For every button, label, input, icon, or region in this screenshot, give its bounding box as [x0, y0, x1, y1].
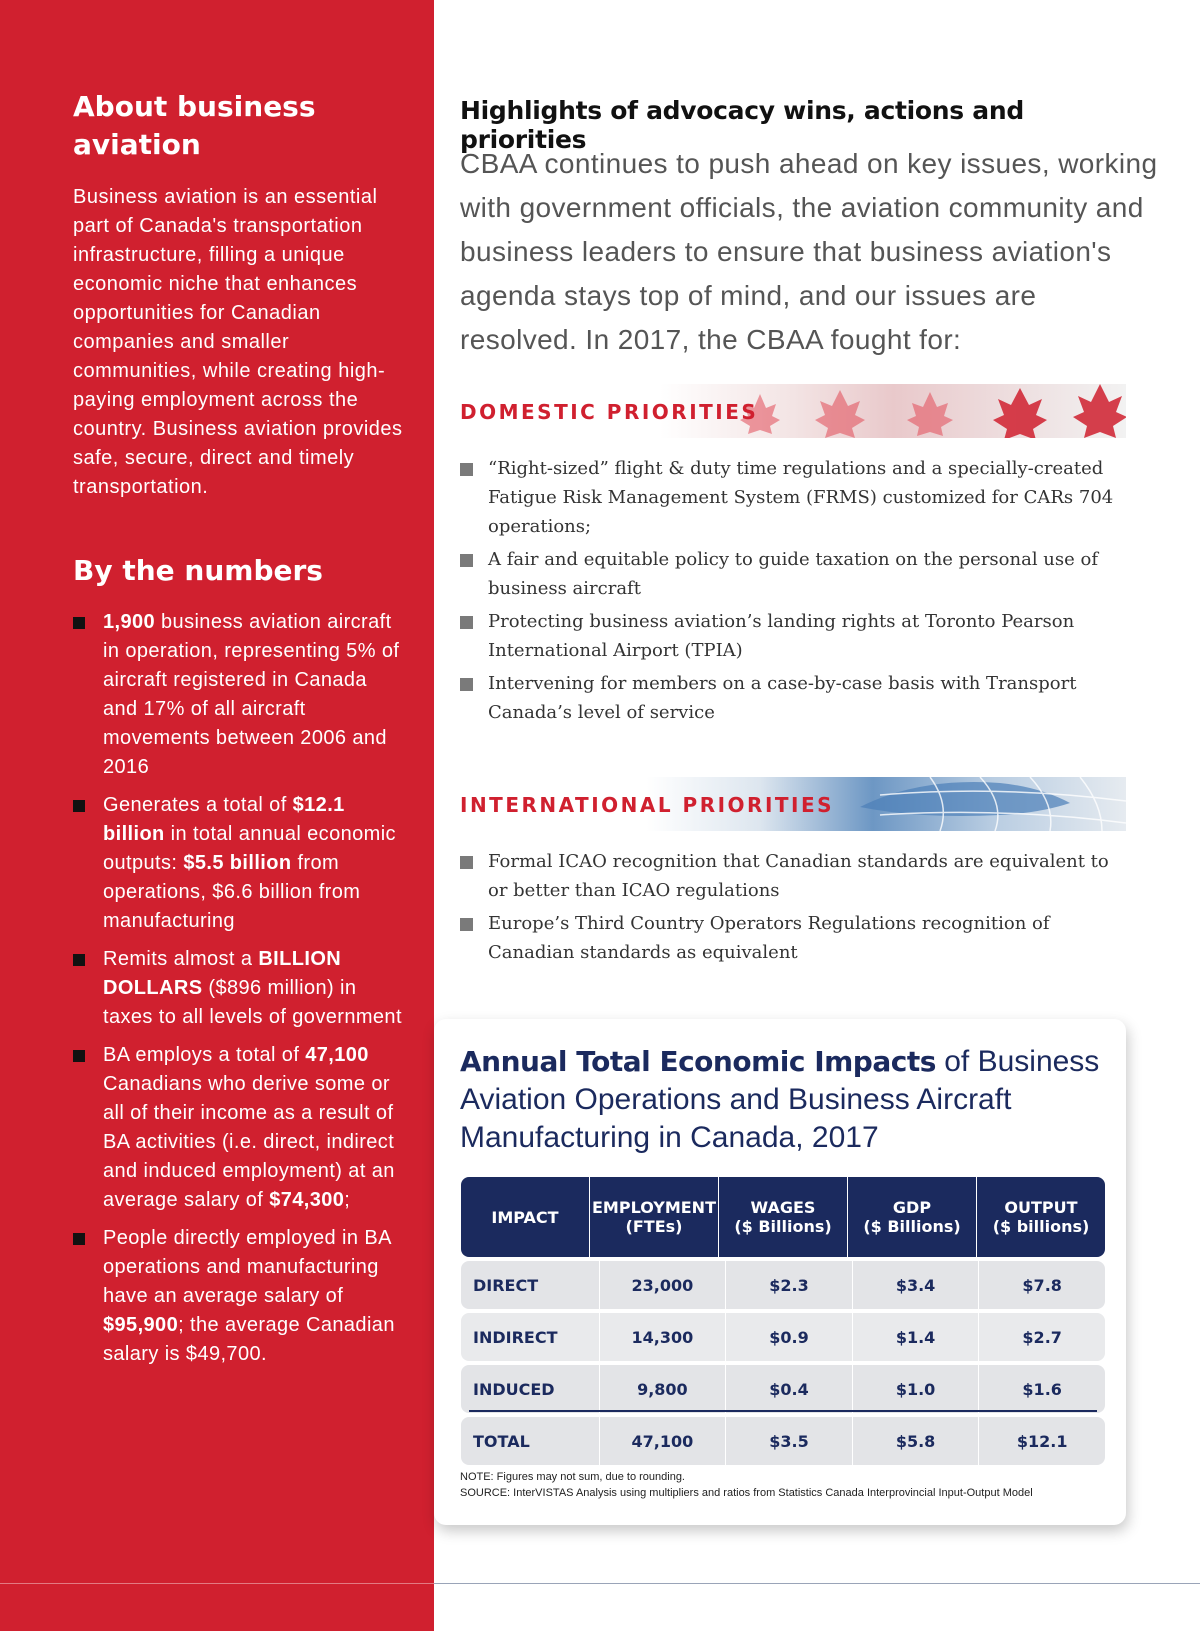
stat-bold: $5.5 billion: [183, 852, 292, 874]
table-cell: 23,000: [600, 1261, 727, 1309]
table-cell: $1.0: [853, 1365, 980, 1413]
about-title-line2: aviation: [73, 128, 201, 161]
column-header-text: EMPLOYMENT: [592, 1198, 716, 1217]
priority-text: Europe’s Third Country Operators Regulations recognition of Canadian standards as equivalent: [488, 913, 1050, 963]
table-title: [460, 1043, 1100, 1157]
page-title: Highlights of advocacy wins, actions and priorities: [460, 96, 1024, 154]
stat-text: from operations, $6.6 billion from manufacturing: [103, 852, 361, 932]
stat-bold: 1,900: [103, 611, 156, 633]
column-header: [848, 1177, 977, 1257]
list-item: [73, 945, 403, 1032]
table-cell: $3.5: [726, 1417, 853, 1465]
column-header-text: IMPACT: [491, 1207, 559, 1227]
stat-text: People directly employed in BA operations and manufacturing have an average salary of: [103, 1227, 391, 1307]
column-header-text: OUTPUT: [1004, 1198, 1078, 1217]
table-cell: $2.7: [1022, 1327, 1062, 1347]
table-cell: $3.4: [853, 1261, 980, 1309]
bullet-square-icon: [73, 617, 85, 629]
list-item: [460, 545, 1120, 603]
table-cell: INDIRECT: [461, 1313, 600, 1361]
table-cell: 9,800: [600, 1365, 727, 1413]
stat-text: Remits almost a: [103, 948, 259, 970]
table-cell: $2.3: [726, 1261, 853, 1309]
stat-bold: BILLION DOLLARS: [103, 948, 342, 999]
list-item: [460, 909, 1120, 967]
stat-bold: $95,900: [103, 1314, 179, 1336]
about-title: [73, 88, 316, 164]
list-item: [460, 669, 1120, 727]
total-divider: [469, 1410, 1097, 1412]
table-cell: $1.4: [853, 1313, 980, 1361]
list-item: [460, 607, 1120, 665]
left-sidebar: [0, 0, 434, 1631]
domestic-priorities-label: DOMESTIC PRIORITIES: [460, 400, 759, 424]
table-cell: 14,300: [600, 1313, 727, 1361]
column-header: [719, 1177, 848, 1257]
priority-text: “Right-sized” flight & duty time regulations and a specially-created Fatigue Risk Management System (FRMS) customized for CARs 704 operations;: [488, 458, 1114, 537]
list-item: [73, 791, 403, 936]
bullet-square-icon: [73, 1050, 85, 1062]
bullet-square-icon: [73, 800, 85, 812]
bottom-rule-sidebar: [0, 1583, 434, 1584]
stat-text: BA employs a total of: [103, 1044, 306, 1066]
bullet-square-icon: [73, 1233, 85, 1245]
column-header-unit: (FTEs): [625, 1217, 683, 1236]
bullet-square-icon: [460, 678, 473, 691]
table-cell: $7.8: [1022, 1275, 1062, 1295]
table-source: SOURCE: InterVISTAS Analysis using multipliers and ratios from Statistics Canada Interprovincial Input-Output Model: [460, 1487, 1033, 1499]
domestic-priorities-banner: [460, 384, 1126, 438]
table-cell: $0.9: [726, 1313, 853, 1361]
table-cell: TOTAL: [461, 1417, 600, 1465]
priority-text: Intervening for members on a case-by-case basis with Transport Canada’s level of service: [488, 673, 1077, 723]
stat-text: in total annual economic outputs:: [103, 823, 396, 874]
economic-impacts-card: [434, 1019, 1126, 1525]
about-title-line1: About business: [73, 90, 316, 123]
table-row: [461, 1313, 1105, 1361]
table-note: NOTE: Figures may not sum, due to rounding.: [460, 1471, 685, 1483]
priority-text: Formal ICAO recognition that Canadian standards are equivalent to or better than ICAO regulations: [488, 851, 1109, 901]
international-priorities-banner: [460, 777, 1126, 831]
column-header: [461, 1177, 590, 1257]
list-item: [460, 847, 1120, 905]
list-item: [73, 1041, 403, 1215]
table-row: [461, 1365, 1105, 1413]
bullet-square-icon: [460, 918, 473, 931]
list-item: [73, 608, 403, 782]
table-title-rest: of Business Aviation Operations and Business Aircraft Manufacturing in Canada, 2017: [460, 1045, 1100, 1154]
bullet-square-icon: [73, 954, 85, 966]
table-cell: INDUCED: [461, 1365, 600, 1413]
table-cell: $0.4: [726, 1365, 853, 1413]
stat-text: ;: [344, 1189, 351, 1211]
international-priorities-list: [460, 847, 1120, 971]
numbers-title: By the numbers: [73, 554, 323, 587]
list-item: [73, 1224, 403, 1369]
stat-bold: 47,100: [305, 1044, 369, 1066]
bullet-square-icon: [460, 616, 473, 629]
numbers-list: [73, 608, 403, 1378]
column-header-text: WAGES: [750, 1198, 816, 1217]
stat-text: Canadians who derive some or all of their income as a result of BA activities (i.e. direct, indirect and induced employment) at an average salary of: [103, 1073, 395, 1211]
column-header-unit: ($ Billions): [863, 1217, 961, 1236]
priority-text: A fair and equitable policy to guide taxation on the personal use of business aircraft: [488, 549, 1099, 599]
table-row-total: [461, 1417, 1105, 1465]
stat-text: business aviation aircraft in operation, representing 5% of aircraft registered in Canada and 17% of all aircraft movements between 2006 and 2016: [103, 611, 400, 778]
table-cell: 47,100: [600, 1417, 727, 1465]
column-header-unit: ($ billions): [992, 1217, 1090, 1236]
column-header: [590, 1177, 719, 1257]
stat-text: Generates a total of: [103, 794, 293, 816]
table-cell: $5.8: [853, 1417, 980, 1465]
stat-bold: $74,300: [269, 1189, 345, 1211]
table-notes: [460, 1469, 1110, 1501]
stat-bold: $12.1 billion: [103, 794, 345, 845]
priority-text: Protecting business aviation’s landing rights at Toronto Pearson International Airport (TPIA): [488, 611, 1075, 661]
table-cell: $12.1: [1016, 1431, 1068, 1451]
international-priorities-label: INTERNATIONAL PRIORITIES: [460, 793, 835, 817]
list-item: [460, 454, 1120, 541]
stat-text: ; the average Canadian salary is $49,700.: [103, 1314, 395, 1365]
column-header: [977, 1177, 1105, 1257]
table-cell: DIRECT: [461, 1261, 600, 1309]
table-cell: $1.6: [1022, 1379, 1062, 1399]
domestic-priorities-list: [460, 454, 1120, 731]
bullet-square-icon: [460, 856, 473, 869]
column-header-text: GDP: [892, 1198, 932, 1217]
stat-text: ($896 million) in taxes to all levels of government: [103, 977, 402, 1028]
bullet-square-icon: [460, 463, 473, 476]
column-header-unit: ($ Billions): [734, 1217, 832, 1236]
about-text: Business aviation is an essential part of Canada's transportation infrastructure, filling a unique economic niche that enhances opportunities for Canadian companies and smaller communities, while creating high-paying employment across the country. Business aviation provides safe, secure, direct and timely transportation.: [73, 186, 403, 498]
table-row: [461, 1261, 1105, 1309]
table-title-bold: Annual Total Economic Impacts: [460, 1045, 936, 1078]
bullet-square-icon: [460, 554, 473, 567]
intro-paragraph: CBAA continues to push ahead on key issues, working with government officials, the aviation community and business leaders to ensure that business aviation's agenda stays top of mind, and our issues are resolved. In 2017, the CBAA fought for:: [460, 148, 1158, 355]
table-header: [461, 1177, 1105, 1257]
